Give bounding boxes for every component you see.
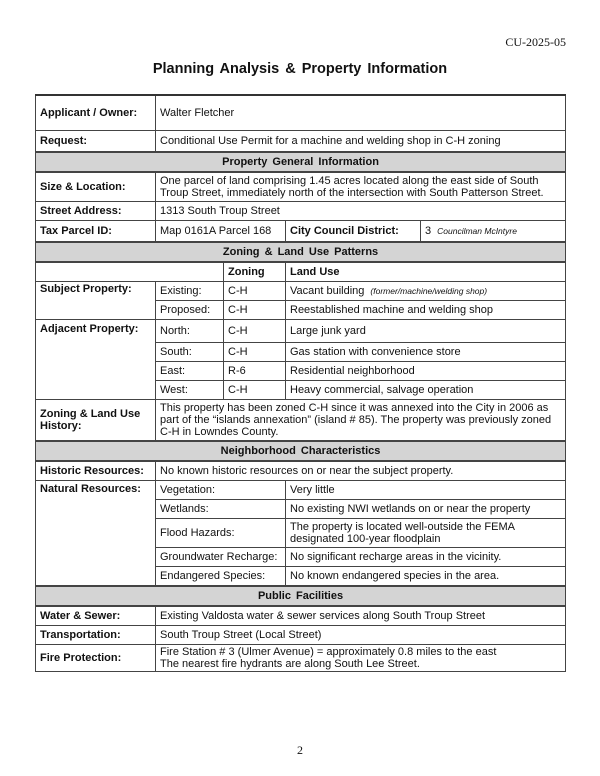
zoning-header-row (36, 262, 566, 282)
adjacent-property-label: Adjacent Property: (36, 320, 156, 400)
section-row (36, 152, 566, 172)
row-label: South: (156, 343, 224, 362)
water-sewer-value: Existing Valdosta water & sewer services along South Troup Street (156, 606, 566, 626)
district-number: 3 (425, 225, 432, 237)
row-value: Very little (286, 481, 566, 500)
land-use-note: (former/machine/welding shop) (370, 286, 488, 296)
case-number: CU-2025-05 (505, 35, 566, 49)
row-label: Wetlands: (156, 500, 286, 519)
land-use-text: Vacant building (290, 285, 365, 297)
fire-protection-label: Fire Protection: (36, 645, 156, 672)
row-label: Existing: (156, 282, 224, 301)
section-public-facilities: Public Facilities (36, 586, 566, 606)
table-row (36, 320, 566, 343)
street-address-label: Street Address: (36, 202, 156, 221)
row-label: West: (156, 381, 224, 400)
land-use-value: Heavy commercial, salvage operation (286, 381, 566, 400)
council-district-value (421, 221, 566, 243)
table-row (36, 481, 566, 500)
request-row (36, 131, 566, 153)
size-location-label: Size & Location: (36, 172, 156, 202)
section-row (36, 242, 566, 262)
row-label: East: (156, 362, 224, 381)
zoning-value: C-H (224, 381, 286, 400)
history-label: Zoning & Land Use History: (36, 400, 156, 442)
section-zoning-land-use: Zoning & Land Use Patterns (36, 242, 566, 262)
zoning-header-spacer (36, 262, 224, 282)
section-row (36, 586, 566, 606)
row-label: Flood Hazards: (156, 519, 286, 548)
water-sewer-row (36, 606, 566, 626)
row-value: No existing NWI wetlands on or near the property (286, 500, 566, 519)
history-row (36, 400, 566, 442)
land-use-value: Reestablished machine and welding shop (286, 301, 566, 320)
land-use-value: Large junk yard (286, 320, 566, 343)
land-use-value: Gas station with convenience store (286, 343, 566, 362)
zoning-column-header: Zoning (224, 262, 286, 282)
zoning-value: C-H (224, 301, 286, 320)
row-label: Groundwater Recharge: (156, 548, 286, 567)
page-title: Planning Analysis & Property Information (152, 61, 448, 77)
applicant-label: Applicant / Owner: (36, 95, 156, 131)
zoning-value: C-H (224, 282, 286, 301)
row-label: Endangered Species: (156, 567, 286, 587)
property-info-table (35, 94, 566, 672)
street-address-value: 1313 South Troup Street (156, 202, 566, 221)
row-label: Proposed: (156, 301, 224, 320)
subject-property-label: Subject Property: (36, 282, 156, 320)
section-property-general: Property General Information (36, 152, 566, 172)
size-location-row (36, 172, 566, 202)
row-label: North: (156, 320, 224, 343)
land-use-value (286, 282, 566, 301)
fire-station-line: Fire Station # 3 (Ulmer Avenue) = approximately 0.8 miles to the east (160, 646, 497, 658)
fire-protection-row (36, 645, 566, 672)
tax-parcel-label: Tax Parcel ID: (36, 221, 156, 243)
tax-parcel-value: Map 0161A Parcel 168 (156, 221, 286, 243)
row-value: No known endangered species in the area. (286, 567, 566, 587)
history-value: This property has been zoned C-H since it was annexed into the City in 2006 as part of the “islands annexation” (island # 85). The property was previously zoned C-H in Lowndes County. (156, 400, 566, 442)
water-sewer-label: Water & Sewer: (36, 606, 156, 626)
page-number: 2 (297, 743, 303, 757)
land-use-value: Residential neighborhood (286, 362, 566, 381)
zoning-value: R-6 (224, 362, 286, 381)
tax-parcel-row (36, 221, 566, 243)
request-value: Conditional Use Permit for a machine and welding shop in C-H zoning (156, 131, 566, 153)
table-row (36, 282, 566, 301)
row-value: No significant recharge areas in the vicinity. (286, 548, 566, 567)
transportation-row (36, 626, 566, 645)
historic-row (36, 461, 566, 481)
councilman-name: Councilman McIntyre (437, 226, 517, 236)
council-district-label: City Council District: (286, 221, 421, 243)
row-label: Vegetation: (156, 481, 286, 500)
zoning-value: C-H (224, 320, 286, 343)
section-neighborhood: Neighborhood Characteristics (36, 441, 566, 461)
row-value: The property is located well-outside the FEMA designated 100-year floodplain (286, 519, 566, 548)
applicant-row (36, 95, 566, 131)
applicant-value: Walter Fletcher (156, 95, 566, 131)
zoning-value: C-H (224, 343, 286, 362)
section-row (36, 441, 566, 461)
fire-hydrant-line: The nearest fire hydrants are along South Lee Street. (160, 658, 420, 670)
request-label: Request: (36, 131, 156, 153)
natural-resources-label: Natural Resources: (36, 481, 156, 587)
historic-label: Historic Resources: (36, 461, 156, 481)
size-location-value: One parcel of land comprising 1.45 acres located along the east side of South Troup Street, immediately north of the intersection with South Patterson Street. (156, 172, 566, 202)
fire-protection-value (156, 645, 566, 672)
transportation-label: Transportation: (36, 626, 156, 645)
transportation-value: South Troup Street (Local Street) (156, 626, 566, 645)
land-use-column-header: Land Use (286, 262, 566, 282)
street-address-row (36, 202, 566, 221)
historic-value: No known historic resources on or near the subject property. (156, 461, 566, 481)
